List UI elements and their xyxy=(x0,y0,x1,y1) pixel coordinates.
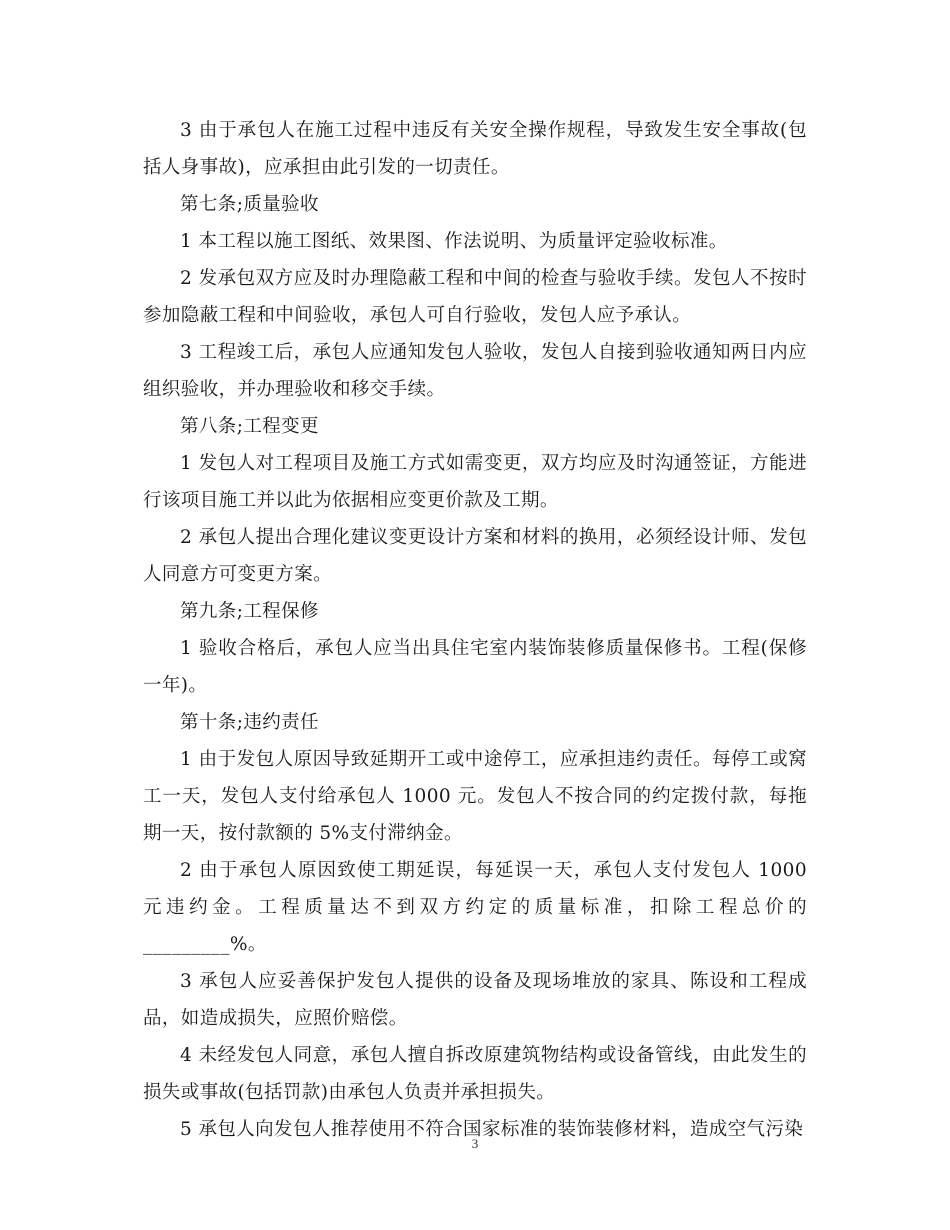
clause-10-item-4: 4 未经发包人同意，承包人擅自拆改原建筑物结构或设备管线，由此发生的损失或事故(包括罚款)由承包人负责并承担损失。 xyxy=(143,1045,807,1103)
clause-7-item-3: 3 工程竣工后，承包人应通知发包人验收，发包人自接到验收通知两日内应组织验收，并办理验收和移交手续。 xyxy=(143,342,807,400)
clause-10-item-5: 5 承包人向发包人推荐使用不符合国家标准的装饰装修材料，造成空气污染 xyxy=(180,1119,804,1140)
page-number: 3 xyxy=(471,1136,479,1151)
clause-6-item-3: 3 由于承包人在施工过程中违反有关安全操作规程，导致发生安全事故(包括人身事故)，应承担由此引发的一切责任。 xyxy=(143,120,807,178)
clause-9-item-1: 1 验收合格后，承包人应当出具住宅室内装饰装修质量保修书。工程(保修一年)。 xyxy=(143,638,807,696)
article-7-heading: 第七条;质量验收 xyxy=(180,194,319,215)
article-9-heading: 第九条;工程保修 xyxy=(180,601,319,622)
clause-7-item-1: 1 本工程以施工图纸、效果图、作法说明、为质量评定验收标准。 xyxy=(180,231,728,252)
article-8-heading: 第八条;工程变更 xyxy=(180,416,319,437)
document-body xyxy=(143,112,814,1148)
clause-10-item-1: 1 由于发包人原因导致延期开工或中途停工，应承担违约责任。每停工或窝工一天，发包人支付给承包人 1000 元。发包人不按合同的约定拨付款，每拖期一天，按付款额的 5%支付滞纳金。 xyxy=(143,749,807,844)
clause-8-item-2: 2 承包人提出合理化建议变更设计方案和材料的换用，必须经设计师、发包人同意方可变更方案。 xyxy=(143,527,807,585)
clause-8-item-1: 1 发包人对工程项目及施工方式如需变更，双方均应及时沟通签证，方能进行该项目施工并以此为依据相应变更价款及工期。 xyxy=(143,453,807,511)
article-10-heading: 第十条;违约责任 xyxy=(180,712,319,733)
clause-7-item-2: 2 发承包双方应及时办理隐蔽工程和中间的检查与验收手续。发包人不按时参加隐蔽工程和中间验收，承包人可自行验收，发包人应予承认。 xyxy=(143,268,807,326)
clause-10-item-3: 3 承包人应妥善保护发包人提供的设备及现场堆放的家具、陈设和工程成品，如造成损失，应照价赔偿。 xyxy=(143,971,807,1029)
clause-10-item-2: 2 由于承包人原因致使工期延误，每延误一天，承包人支付发包人 1000 元违约金。工程质量达不到双方约定的质量标准，扣除工程总价的_________%。 xyxy=(143,860,814,955)
